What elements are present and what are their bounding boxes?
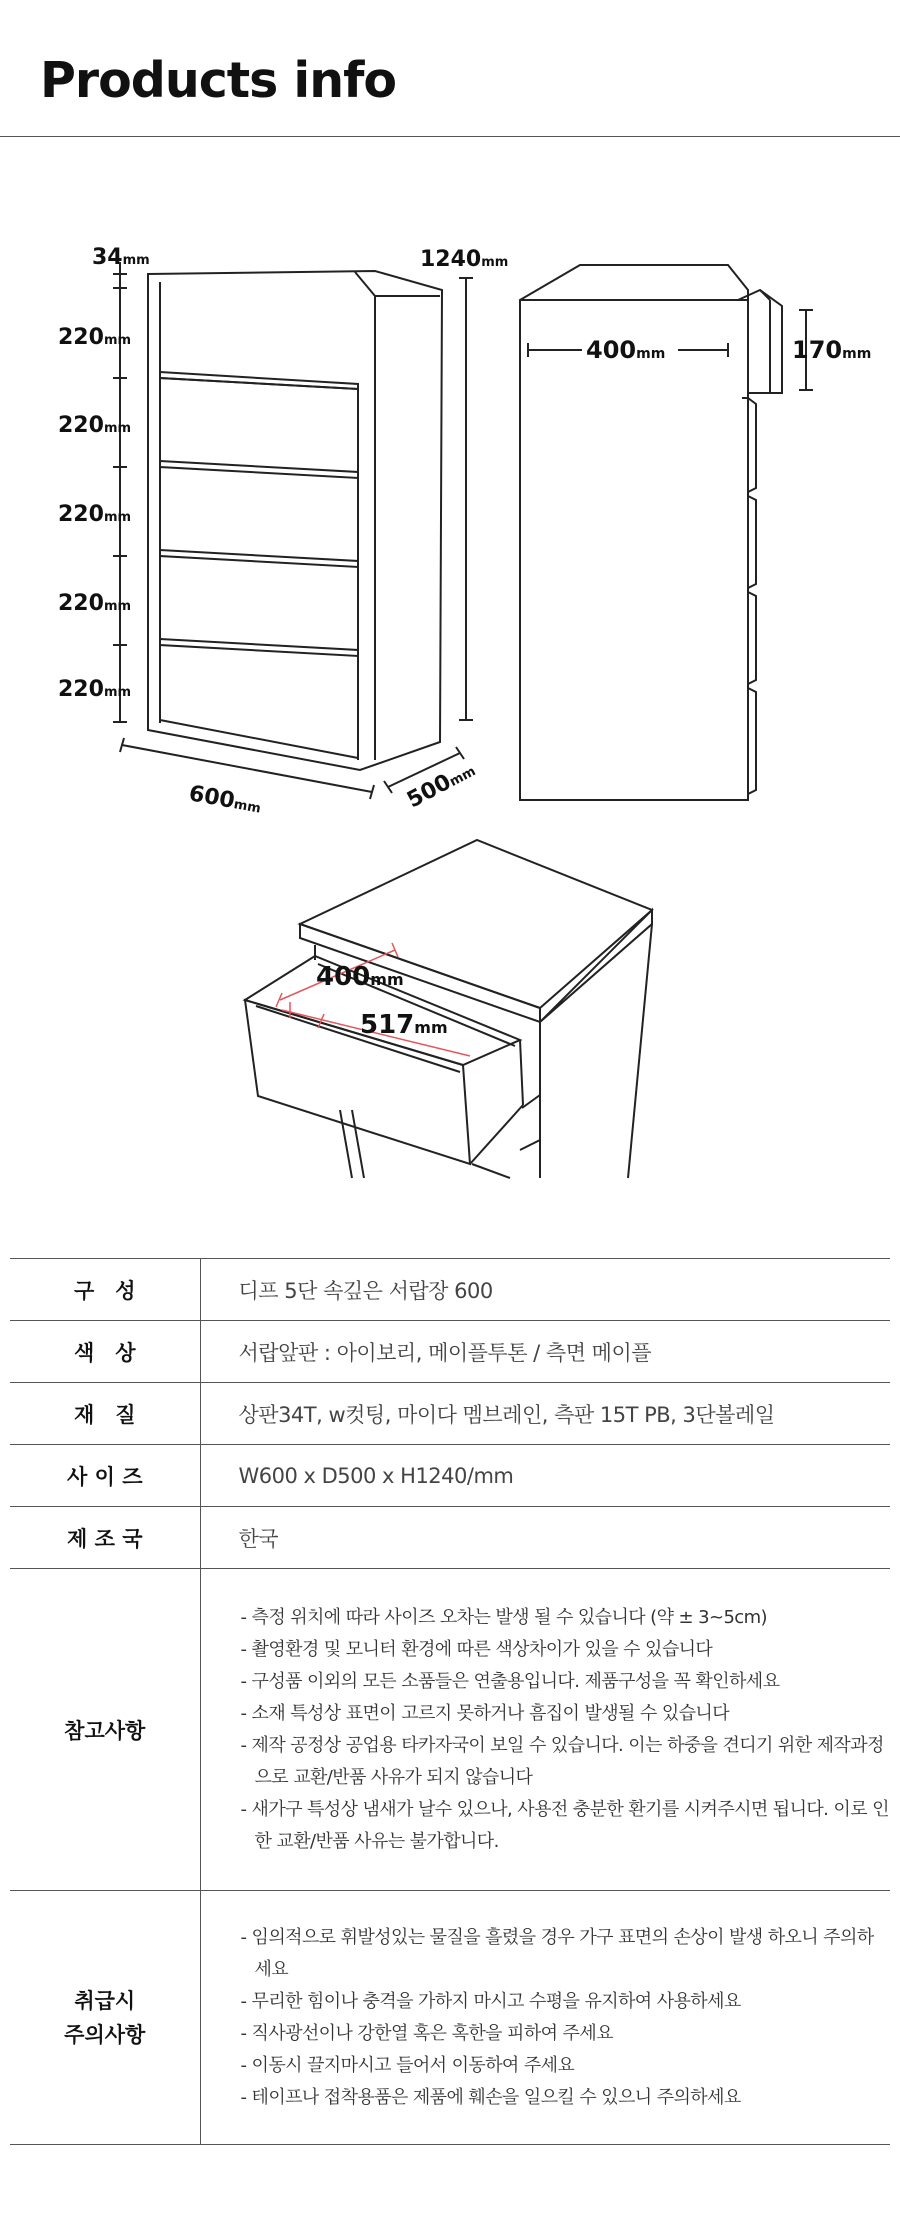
care-label-line1: 취급시 — [74, 1988, 136, 2013]
spec-value: 서랍앞판 : 아이보리, 메이플투톤 / 측면 메이플 — [200, 1321, 890, 1383]
list-item: - 새가구 특성상 냄새가 날수 있으나, 사용전 충분한 환기를 시켜주시면 됩니다. 이로 인한 교환/반품 사유는 불가합니다. — [239, 1794, 891, 1858]
spec-label: 제 조 국 — [10, 1507, 200, 1569]
dim-unit: mm — [842, 346, 872, 362]
drawer-front — [160, 550, 358, 567]
spec-value: 한국 — [200, 1507, 890, 1569]
dim-side-depth: 400 — [586, 336, 637, 364]
drawer-front — [160, 639, 358, 656]
dim-unit: mm — [122, 253, 150, 268]
svg-text:500mm — [403, 757, 479, 813]
list-item: - 임의적으로 휘발성있는 물질을 흘렸을 경우 가구 표면의 손상이 발생 하오니 주의하세요 — [239, 1922, 891, 1986]
list-item: - 촬영환경 및 모니터 환경에 따른 색상차이가 있을 수 있습니다 — [239, 1634, 891, 1666]
dim-drawer-2: 220 — [58, 413, 104, 438]
spec-label: 참고사항 — [10, 1569, 200, 1891]
dim-unit: mm — [370, 970, 404, 989]
table-row — [10, 1383, 890, 1445]
dim-inner-width: 400 — [316, 962, 371, 992]
list-item: - 측정 위치에 따라 사이즈 오차는 발생 될 수 있습니다 (약 ± 3~5cm) — [239, 1602, 891, 1634]
care-label-line2: 주의사항 — [64, 2022, 146, 2047]
dim-drawer-1: 220 — [58, 325, 104, 350]
spec-label: 구 성 — [10, 1259, 200, 1321]
page-title: Products info — [40, 52, 397, 109]
dim-unit: mm — [232, 797, 262, 817]
dim-drawer-3: 220 — [58, 502, 104, 527]
table-row — [10, 1321, 890, 1383]
drawer-side — [738, 290, 782, 393]
drawer-side — [748, 496, 756, 588]
dim-unit: mm — [636, 346, 666, 362]
spec-value — [200, 1891, 890, 2145]
dim-inner-depth: 517 — [360, 1010, 415, 1040]
spec-label: 색 상 — [10, 1321, 200, 1383]
table-row — [10, 1891, 890, 2145]
drawer-side — [748, 688, 756, 794]
dim-drawer-height: 170 — [792, 336, 843, 364]
dim-width: 600 — [186, 781, 237, 814]
list-item: - 테이프나 접착용품은 제품에 훼손을 일으킬 수 있으니 주의하세요 — [239, 2082, 891, 2114]
svg-text:1240mm — [420, 247, 508, 272]
list-item: - 무리한 힘이나 충격을 가하지 마시고 수평을 유지하여 사용하세요 — [239, 1986, 891, 2018]
chest-outline — [148, 271, 442, 770]
list-item: - 소재 특성상 표면이 고르지 못하거나 흠집이 발생될 수 있습니다 — [239, 1698, 891, 1730]
spec-value: W600 x D500 x H1240/mm — [200, 1445, 890, 1507]
dim-unit: mm — [103, 685, 132, 700]
list-item: - 직사광선이나 강한열 혹은 혹한을 피하여 주세요 — [239, 2018, 891, 2050]
dim-drawer-5: 220 — [58, 677, 104, 702]
list-item: - 이동시 끌지마시고 들어서 이동하여 주세요 — [239, 2050, 891, 2082]
spec-table — [10, 1258, 890, 2145]
svg-text:400mm — [586, 336, 665, 364]
table-row — [10, 1507, 890, 1569]
svg-text:170mm — [792, 336, 871, 364]
svg-text:600mm — [187, 781, 263, 818]
dim-unit: mm — [481, 255, 509, 270]
dim-unit: mm — [103, 510, 132, 525]
list-item: - 구성품 이외의 모든 소품들은 연출용입니다. 제품구성을 꼭 확인하세요 — [239, 1666, 891, 1698]
svg-text:34mm — [92, 245, 150, 270]
dim-unit: mm — [414, 1018, 448, 1037]
spec-label: 사 이 즈 — [10, 1445, 200, 1507]
list-item: - 제작 공정상 공업용 타카자국이 보일 수 있습니다. 이는 하중을 견디기 위한 제작과정으로 교환/반품 사유가 되지 않습니다 — [239, 1730, 891, 1794]
spec-value: 디프 5단 속깊은 서랍장 600 — [200, 1259, 890, 1321]
spec-value: 상판34T, w컷팅, 마이다 멤브레인, 측판 15T PB, 3단볼레일 — [200, 1383, 890, 1445]
drawer-side — [748, 398, 756, 492]
table-row — [10, 1259, 890, 1321]
dim-unit: mm — [103, 599, 132, 614]
svg-text:400mm — [316, 962, 404, 992]
dim-drawer-4: 220 — [58, 591, 104, 616]
dim-unit: mm — [103, 421, 132, 436]
dim-top-board: 34 — [92, 245, 123, 270]
drawer-side — [748, 592, 756, 684]
spec-label — [10, 1891, 200, 2145]
spec-value — [200, 1569, 890, 1891]
table-row — [10, 1445, 890, 1507]
drawer-front — [160, 461, 358, 478]
dim-height: 1240 — [420, 247, 482, 272]
spec-label: 재 질 — [10, 1383, 200, 1445]
dim-unit: mm — [447, 764, 479, 790]
svg-text:517mm — [360, 1010, 448, 1040]
notes-list — [239, 1602, 891, 1858]
dim-unit: mm — [103, 333, 132, 348]
care-list — [239, 1922, 891, 2114]
table-row — [10, 1569, 890, 1891]
dim-depth: 500 — [403, 769, 456, 814]
